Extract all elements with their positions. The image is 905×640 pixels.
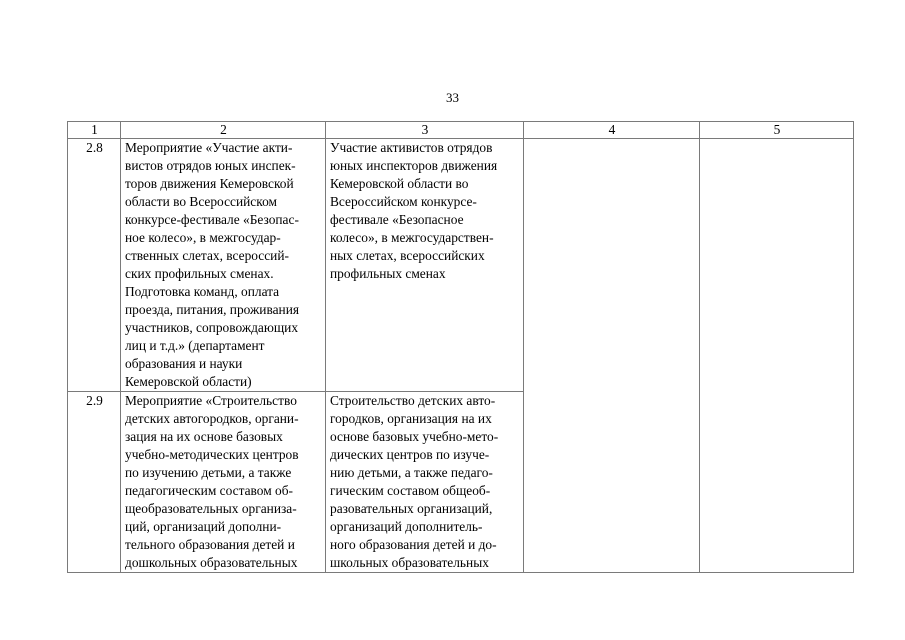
text-line: Мероприятие «Участие акти- (125, 140, 293, 155)
text-line: ственных слетах, всероссий- (125, 248, 289, 263)
text-line: Строительство детских авто- (330, 393, 496, 408)
table-header-row (68, 122, 854, 139)
text-line: учебно-методических центров (125, 447, 299, 462)
text-line: конкурсе-фестивале «Безопас- (125, 212, 299, 227)
result-description-cell (326, 139, 524, 392)
text-line: городков, организация на их (330, 411, 492, 426)
row-number: 2.8 (68, 139, 121, 392)
text-line: основе базовых учебно-мето- (330, 429, 499, 444)
text-line: лиц и т.д.» (департамент (125, 338, 265, 353)
text-line: организаций дополнитель- (330, 519, 483, 534)
text-line: Участие активистов отрядов (330, 140, 493, 155)
result-description-cell (326, 392, 524, 573)
text-line: образования и науки (125, 356, 243, 371)
table-row (68, 139, 854, 392)
text-line: педагогическим составом об- (125, 483, 293, 498)
text-line: вистов отрядов юных инспек- (125, 158, 296, 173)
col-4-merged-cell (524, 139, 700, 573)
text-line: торов движения Кемеровской (125, 176, 294, 191)
text-line: колесо», в межгосударствен- (330, 230, 494, 245)
text-line: участников, сопровождающих (125, 320, 299, 335)
header-col-1: 1 (68, 122, 121, 139)
text-line: дошкольных образовательных (125, 555, 298, 570)
activity-description-cell (121, 139, 326, 392)
text-line: разовательных организаций, (330, 501, 493, 516)
text-line: Мероприятие «Строительство (125, 393, 297, 408)
text-line: тельного образования детей и (125, 537, 295, 552)
text-line: щеобразовательных организа- (125, 501, 297, 516)
text-line: по изучению детьми, а также (125, 465, 292, 480)
row-number: 2.9 (68, 392, 121, 573)
text-line: нию детьми, а также педаго- (330, 465, 493, 480)
text-line: детских автогородков, органи- (125, 411, 299, 426)
text-line: ных слетах, всероссийских (330, 248, 485, 263)
text-line: ций, организаций дополни- (125, 519, 282, 534)
header-col-2: 2 (121, 122, 326, 139)
text-line: Кемеровской области во (330, 176, 469, 191)
header-col-4: 4 (524, 122, 700, 139)
text-line: Всероссийском конкурсе- (330, 194, 477, 209)
text-line: Подготовка команд, оплата (125, 284, 280, 299)
header-col-5: 5 (700, 122, 854, 139)
activity-description-cell (121, 392, 326, 573)
text-line: Кемеровской области) (125, 374, 252, 389)
text-line: гическим составом общеоб- (330, 483, 491, 498)
text-line: фестивале «Безопасное (330, 212, 464, 227)
text-line: ских профильных сменах. (125, 266, 274, 281)
page-number: 33 (446, 90, 459, 105)
text-line: юных инспекторов движения (330, 158, 498, 173)
text-line: профильных сменах (330, 266, 446, 281)
col-5-merged-cell (700, 139, 854, 573)
header-col-3: 3 (326, 122, 524, 139)
text-line: дических центров по изуче- (330, 447, 490, 462)
text-line: ного образования детей и до- (330, 537, 497, 552)
text-line: области во Всероссийском (125, 194, 277, 209)
text-line: проезда, питания, проживания (125, 302, 300, 317)
document-table (67, 121, 854, 573)
text-line: зация на их основе базовых (125, 429, 283, 444)
text-line: школьных образовательных (330, 555, 489, 570)
text-line: ное колесо», в межгосудар- (125, 230, 281, 245)
